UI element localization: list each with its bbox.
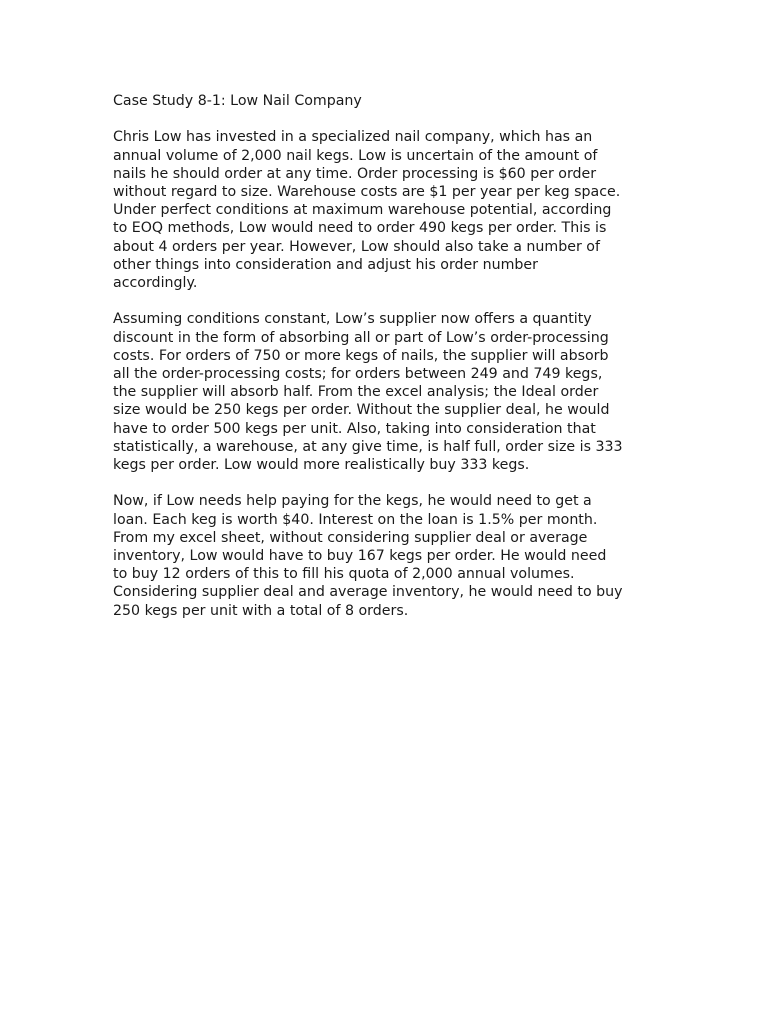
text-line: accordingly. <box>113 275 198 292</box>
text-line: loan. Each keg is worth $40. Interest on the loan is 1.5% per month. <box>113 511 598 528</box>
text-line: costs. For orders of 750 or more kegs of nails, the supplier will absorb <box>113 347 609 364</box>
text-line: other things into consideration and adjust his order number <box>113 256 538 273</box>
paragraph-2 <box>113 310 661 474</box>
text-line: nails he should order at any time. Order processing is $60 per order <box>113 165 597 182</box>
text-line: inventory, Low would have to buy 167 kegs per order. He would need <box>113 548 607 565</box>
text-line: Assuming conditions constant, Low’s supplier now offers a quantity <box>113 311 592 328</box>
document-body <box>113 92 661 638</box>
text-line: Now, if Low needs help paying for the kegs, he would need to get a <box>113 493 592 510</box>
text-line: to EOQ methods, Low would need to order 490 kegs per order. This is <box>113 220 607 237</box>
text-line: about 4 orders per year. However, Low should also take a number of <box>113 238 600 255</box>
text-line: statistically, a warehouse, at any give time, is half full, order size is 333 <box>113 438 623 455</box>
text-line: size would be 250 kegs per order. Without the supplier deal, he would <box>113 402 610 419</box>
text-line: the supplier will absorb half. From the excel analysis; the Ideal order <box>113 384 599 401</box>
document-title: Case Study 8-1: Low Nail Company <box>113 93 362 109</box>
text-line: Considering supplier deal and average inventory, he would need to buy <box>113 584 623 601</box>
text-line: 250 kegs per unit with a total of 8 orders. <box>113 602 409 619</box>
text-line: Under perfect conditions at maximum warehouse potential, according <box>113 202 612 219</box>
text-line: all the order-processing costs; for orders between 249 and 749 kegs, <box>113 366 603 383</box>
text-line: annual volume of 2,000 nail kegs. Low is uncertain of the amount of <box>113 147 598 164</box>
text-line: to buy 12 orders of this to fill his quota of 2,000 annual volumes. <box>113 566 575 583</box>
text-line: discount in the form of absorbing all or part of Low’s order-processing <box>113 329 609 346</box>
text-line: without regard to size. Warehouse costs are $1 per year per keg space. <box>113 184 621 200</box>
text-line: have to order 500 kegs per unit. Also, taking into consideration that <box>113 420 596 437</box>
paragraph-1 <box>113 128 661 292</box>
text-line: kegs per order. Low would more realistically buy 333 kegs. <box>113 457 530 474</box>
paragraph-3 <box>113 492 661 619</box>
text-line: Chris Low has invested in a specialized nail company, which has an <box>113 129 593 146</box>
text-line: From my excel sheet, without considering supplier deal or average <box>113 529 588 546</box>
